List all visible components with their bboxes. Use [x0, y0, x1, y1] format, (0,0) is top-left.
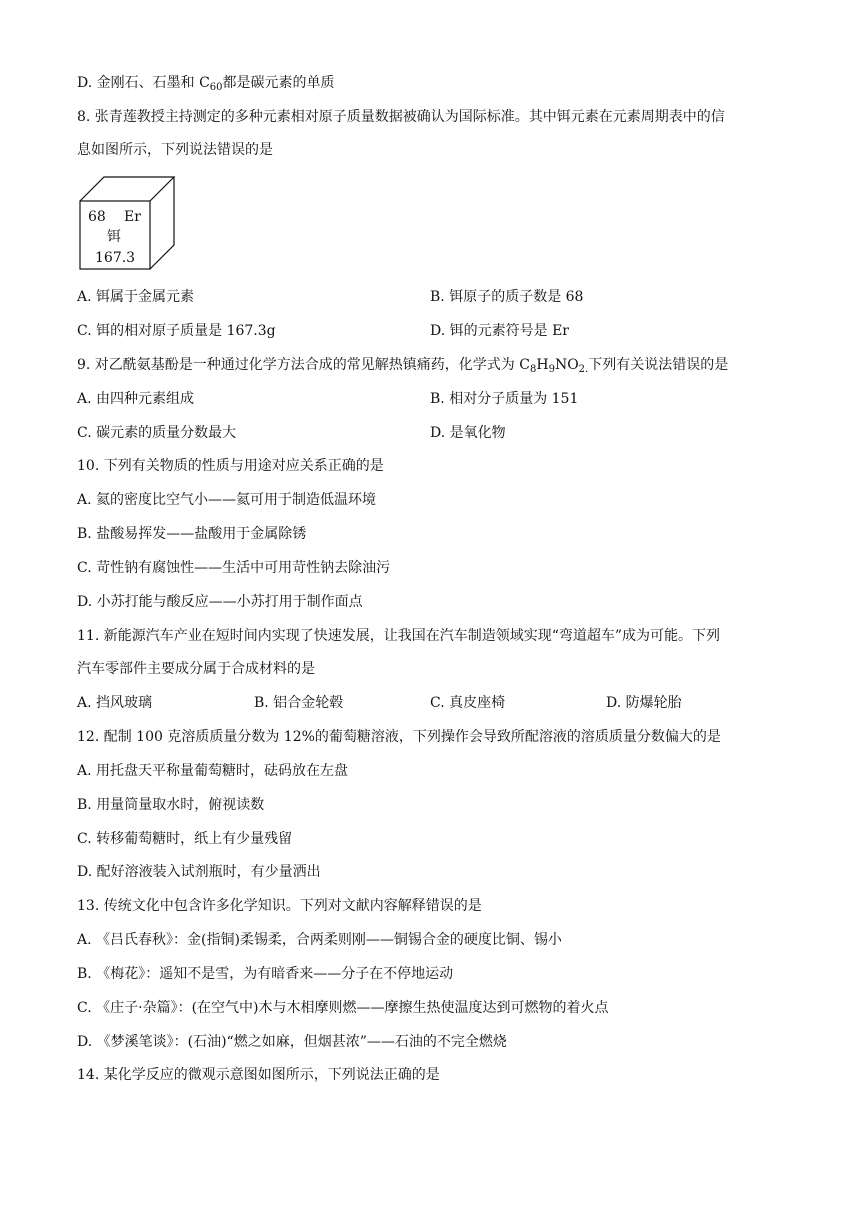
q13-option-a: A. 《吕氏春秋》：金(指铜)柔锡柔，合两柔则刚——铜锡合金的硬度比铜、锡小 [77, 932, 562, 948]
q11-option-c: C. 真皮座椅 [430, 695, 506, 711]
q10-option-d: D. 小苏打能与酸反应——小苏打用于制作面点 [77, 594, 363, 610]
q8-option-b: B. 铒原子的质子数是 68 [430, 289, 584, 305]
q10-stem: 10. 下列有关物质的性质与用途对应关系正确的是 [77, 458, 384, 474]
q8-option-d: D. 铒的元素符号是 Er [430, 323, 569, 339]
q13-option-c: C. 《庄子·杂篇》：(在空气中)木与木相摩则燃——摩擦生热使温度达到可燃物的着火点 [77, 1000, 609, 1016]
element-symbol: Er [124, 209, 141, 225]
q12-option-d: D. 配好溶液装入试剂瓶时，有少量洒出 [77, 864, 321, 880]
element-mass: 167.3 [95, 250, 136, 266]
q14-stem: 14. 某化学反应的微观示意图如图所示，下列说法正确的是 [77, 1067, 440, 1083]
q13-stem: 13. 传统文化中包含许多化学知识。下列对文献内容解释错误的是 [77, 898, 482, 914]
element-cell-figure [79, 176, 179, 272]
q8-option-a: A. 铒属于金属元素 [77, 289, 195, 305]
q10-option-a: A. 氦的密度比空气小——氦可用于制造低温环境 [77, 492, 377, 508]
q12-option-b: B. 用量筒量取水时，俯视读数 [77, 797, 265, 813]
element-name: 铒 [107, 229, 121, 245]
q7-option-d: D. 金刚石、石墨和 $C_{60}$都是碳元素的单质 [77, 75, 335, 93]
q10-option-b: B. 盐酸易挥发——盐酸用于金属除锈 [77, 526, 307, 542]
q13-option-b: B. 《梅花》：遥知不是雪，为有暗香来——分子在不停地运动 [77, 966, 454, 982]
q12-stem: 12. 配制 100 克溶质质量分数为 12%的葡萄糖溶液，下列操作会导致所配溶液的溶质质量分数偏大的是 [77, 729, 721, 745]
q9-option-d: D. 是氧化物 [430, 425, 506, 441]
q9-option-c: C. 碳元素的质量分数最大 [77, 425, 237, 441]
element-atomic-number: 68 [88, 209, 106, 225]
q11-option-a: A. 挡风玻璃 [77, 695, 153, 711]
q9-option-a: A. 由四种元素组成 [77, 391, 195, 407]
q11-stem-line2: 汽车零部件主要成分属于合成材料的是 [77, 661, 315, 677]
q11-option-b: B. 铝合金轮毂 [254, 695, 344, 711]
q9-option-b: B. 相对分子质量为 151 [430, 391, 579, 407]
q11-option-d: D. 防爆轮胎 [606, 695, 682, 711]
q11-stem-line1: 11. 新能源汽车产业在短时间内实现了快速发展，让我国在汽车制造领域实现“弯道超车”成为可能。下列 [77, 628, 721, 644]
q9-stem: 9. 对乙酰氨基酚是一种通过化学方法合成的常见解热镇痛药，化学式为 $C_8H_9NO_{2.}$下列有关说法错误的是 [77, 357, 729, 375]
q8-stem-line2: 息如图所示，下列说法错误的是 [77, 142, 273, 158]
q12-option-a: A. 用托盘天平称量葡萄糖时，砝码放在左盘 [77, 763, 349, 779]
q8-option-c: C. 铒的相对原子质量是 167.3g [77, 323, 276, 339]
q12-option-c: C. 转移葡萄糖时，纸上有少量残留 [77, 831, 293, 847]
q10-option-c: C. 苛性钠有腐蚀性——生活中可用苛性钠去除油污 [77, 560, 391, 576]
q8-stem-line1: 8. 张青莲教授主持测定的多种元素相对原子质量数据被确认为国际标准。其中铒元素在元素周期表中的信 [77, 109, 725, 125]
q13-option-d: D. 《梦溪笔谈》：(石油)“燃之如麻，但烟甚浓”——石油的不完全燃烧 [77, 1034, 507, 1050]
